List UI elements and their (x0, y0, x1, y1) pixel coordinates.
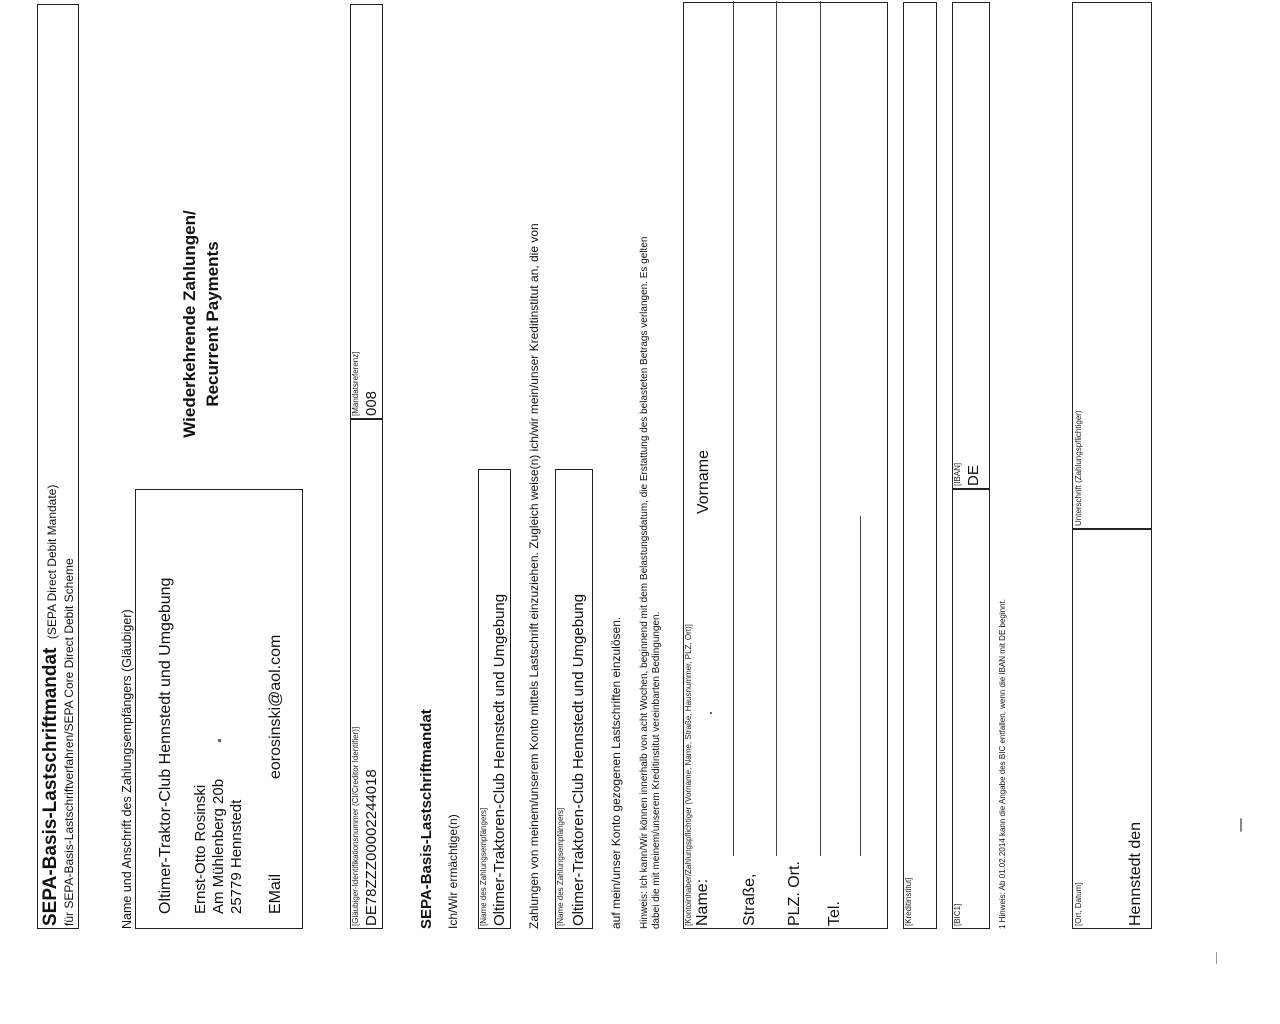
form-title: SEPA-Basis-Lastschriftmandat (40, 647, 61, 926)
scan-mark (1240, 818, 1242, 832)
scan-speck (710, 712, 712, 714)
scan-mark (1216, 952, 1217, 964)
creditor-email: eorosinski@aol.com (267, 634, 284, 779)
form-subtitle: für SEPA-Basis-Lastschriftverfahren/SEPA Core Direct Debit Scheme (62, 558, 76, 926)
refund-note-line-2: dabei die mit meinem/unserem Kreditinstitut vereinbarten Bedingungen. (651, 611, 662, 929)
signature-label: Unterschrift (Zahlungspflichtiger) (1074, 410, 1083, 526)
creditor-id-label: [Gläubiger-Identifikationsnummer (CI/Creditor Identifier)] (351, 726, 360, 926)
mandate-ref-value: 008 (363, 390, 380, 416)
debtor-name-label: Name: (694, 878, 711, 926)
bic-label: [BIC1] (953, 903, 962, 926)
creditor-name: Oltimer-Traktor-Club Hennstedt und Umgebung (157, 577, 174, 914)
creditor-id-value: DE78ZZZ00002244018 (363, 769, 380, 926)
recurring-line-2: Recurrent Payments (203, 241, 222, 407)
payee-label-2: [Name des Zahlungsempfängers] (556, 807, 565, 926)
iban-label: [IBAN] (953, 462, 962, 486)
authorize-text: Ich/Wir ermächtige(n) (446, 814, 460, 929)
payee-name-1: Oltimer-Traktoren-Club Hennstedt und Umgebung (491, 593, 508, 926)
place-date-label: [Ort, Datum] (1074, 882, 1083, 926)
payee-name-2: Oltimer-Traktoren-Club Hennstedt und Umgebung (570, 593, 587, 926)
title-line (40, 485, 62, 926)
mandate-ref-label: [Mandatsreferenz] (351, 351, 360, 416)
debtor-tel-line (860, 516, 861, 856)
mandate-text-2: auf mein/unser Konto gezogenen Lastschriften einzulösen. (609, 616, 623, 929)
debtor-box (683, 2, 888, 929)
mandate-text-1: Zahlungen von meinem/unserem Konto mittels Lastschrift einzuziehen. Zugleich weise(n) ich/wir mein/unser Kreditinstitut an, die von (527, 223, 541, 929)
signature-box (1072, 2, 1152, 529)
debtor-name-line (733, 1, 734, 856)
debtor-label: [Kontoinhaber/Zahlungspflichtiger (Vorname, Name, Straße, Hausnummer, PLZ, Ort)] (684, 624, 693, 926)
scan-speck (218, 739, 221, 742)
creditor-email-label: EMail (267, 873, 284, 914)
recurring-payments-heading (178, 174, 224, 474)
bic-footnote: 1 Hinweis: Ab 01.02.2014 kann die Angabe des BIC entfallen, wenn die IBAN mit DE beginnt. (998, 599, 1007, 929)
bank-institute-label: [Kreditinstitut] (904, 877, 913, 926)
creditor-city: 25779 Hennstedt (228, 799, 245, 914)
bank-institute-box (903, 2, 937, 929)
debtor-tel-label: Tel. (826, 901, 843, 926)
bic-box (952, 489, 990, 929)
form-title-suffix: (SEPA Direct Debit Mandate) (45, 484, 59, 640)
place-date-value: Hennstedt den (1127, 821, 1144, 926)
iban-box (952, 2, 990, 489)
mandate-heading: SEPA-Basis-Lastschriftmandat (418, 709, 435, 929)
debtor-street-line (776, 1, 777, 856)
creditor-street: Am Mühlenberg 20b (210, 778, 227, 914)
debtor-vorname-label: Vorname (695, 449, 712, 514)
refund-note-line-1: Hinweis: Ich kann/Wir können innerhalb von acht Wochen, beginnend mit dem Belastungsdatum, die Erstattung des belasteten Betrags verlangen. Es gelten (639, 236, 650, 929)
debtor-city-line (820, 1, 821, 856)
payee-label-1: [Name des Zahlungsempfängers] (479, 807, 488, 926)
debtor-street-label: Straße, (741, 873, 758, 926)
iban-prefix: DE (965, 465, 982, 486)
recurring-line-1: Wiederkehrende Zahlungen/ (180, 210, 199, 438)
creditor-contact: Ernst-Otto Rosinski (192, 784, 209, 914)
creditor-section-label: Name und Anschrift des Zahlungsempfängers (Gläubiger) (120, 609, 134, 929)
debtor-city-label: PLZ. Ort. (786, 861, 803, 926)
